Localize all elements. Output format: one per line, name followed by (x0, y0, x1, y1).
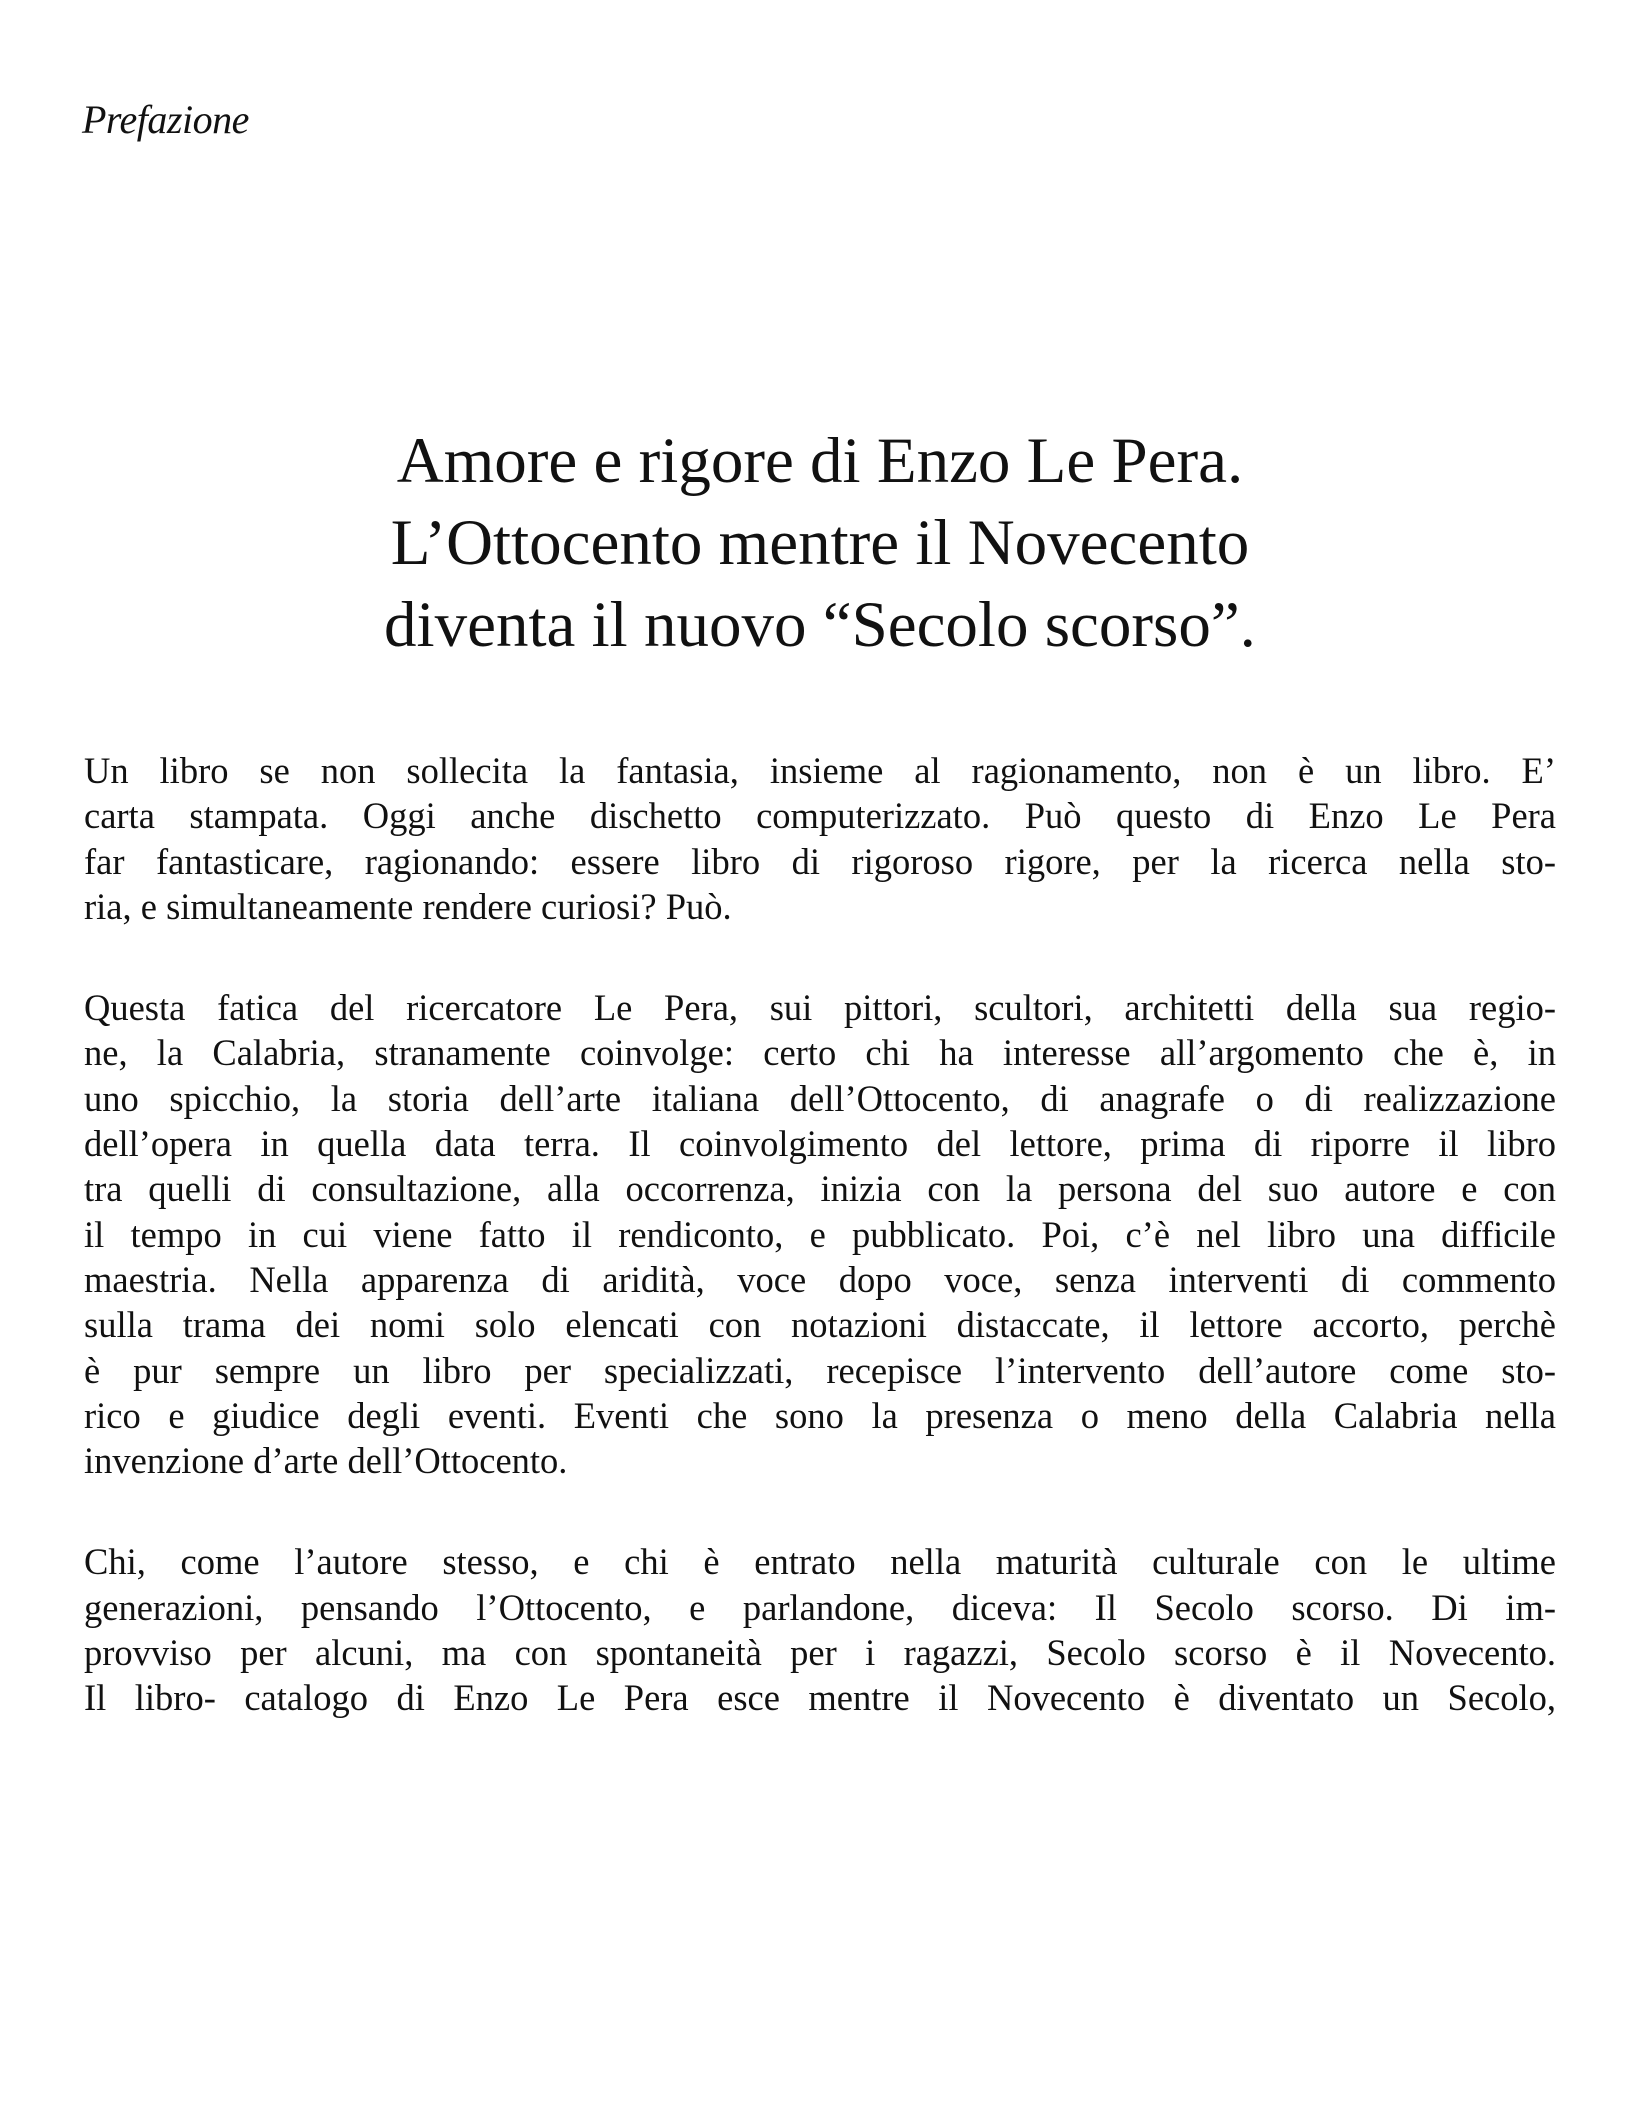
text-line: rico e giudice degli eventi. Eventi che sono la presenza o meno della Calabria nella (84, 1394, 1556, 1436)
title-line: Amore e rigore di Enzo Le Pera. (396, 425, 1244, 497)
text-line: Chi, come l’autore stesso, e chi è entrato nella maturità culturale con le ultime (84, 1541, 1556, 1583)
section-label: Prefazione (82, 97, 249, 142)
chapter-title (200, 420, 1440, 666)
text-line: Un libro se non sollecita la fantasia, insieme al ragionamento, non è un libro. E’ (84, 750, 1556, 791)
text-line: ne, la Calabria, stranamente coinvolge: certo chi ha interesse all’argomento che è, in (84, 1032, 1556, 1074)
text-line: dell’opera in quella data terra. Il coinvolgimento del lettore, prima di riporre il libro (84, 1123, 1556, 1165)
paragraph-1 (84, 748, 1556, 929)
body-text (84, 748, 1556, 1777)
paragraph-2 (84, 985, 1556, 1483)
text-line: uno spicchio, la storia dell’arte italiana dell’Ottocento, di anagrafe o di realizzazione (84, 1077, 1556, 1119)
text-line: Questa fatica del ricercatore Le Pera, sui pittori, scultori, architetti della sua regio- (84, 987, 1556, 1029)
text-line: ria, e simultaneamente rendere curiosi? Può. (84, 885, 732, 927)
text-line: Il libro- catalogo di Enzo Le Pera esce mentre il Novecento è diventato un Secolo, (84, 1677, 1556, 1719)
text-line: carta stampata. Oggi anche dischetto computerizzato. Può questo di Enzo Le Pera (84, 795, 1556, 837)
text-line: è pur sempre un libro per specializzati, recepisce l’intervento dell’autore come sto- (84, 1349, 1556, 1391)
text-line: maestria. Nella apparenza di aridità, voce dopo voce, senza interventi di commento (84, 1258, 1556, 1300)
text-line: generazioni, pensando l’Ottocento, e parlandone, diceva: Il Secolo scorso. Di im- (84, 1586, 1556, 1628)
title-line: diventa il nuovo “Secolo scorso”. (384, 589, 1256, 661)
text-line: sulla trama dei nomi solo elencati con notazioni distaccate, il lettore accorto, perchè (84, 1304, 1556, 1346)
title-line: L’Ottocento mentre il Novecento (390, 507, 1250, 579)
paragraph-3 (84, 1539, 1556, 1720)
text-line: il tempo in cui viene fatto il rendiconto, e pubblicato. Poi, c’è nel libro una difficile (84, 1213, 1556, 1255)
text-line: invenzione d’arte dell’Ottocento. (84, 1440, 568, 1482)
text-line: far fantasticare, ragionando: essere libro di rigoroso rigore, per la ricerca nella sto- (84, 840, 1556, 882)
text-line: provviso per alcuni, ma con spontaneità per i ragazzi, Secolo scorso è il Novecento. (84, 1632, 1556, 1674)
text-line: tra quelli di consultazione, alla occorrenza, inizia con la persona del suo autore e con (84, 1168, 1556, 1210)
